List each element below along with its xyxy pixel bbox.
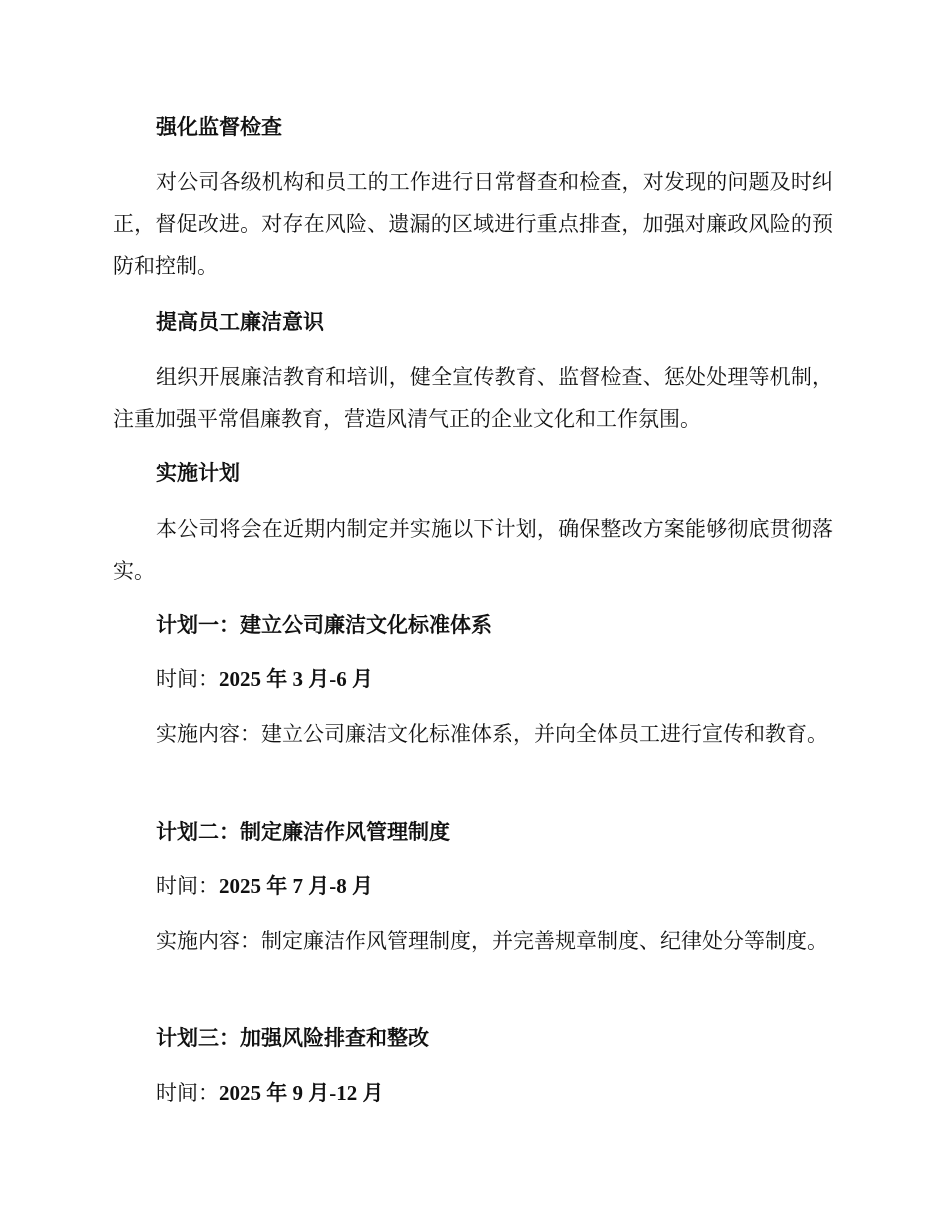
plan-3-title: 计划三：加强风险排查和整改 [156,1025,429,1050]
plan-1-time [113,658,876,700]
plan-3-time [113,1072,876,1114]
plan-2-title: 计划二：制定廉洁作风管理制度 [156,819,450,844]
paragraph-supervision: 对公司各级机构和员工的工作进行日常督查和检查，对发现的问题及时纠正，督促改进。对存在风险、遗漏的区域进行重点排查，加强对廉政风险的预防和控制。 [113,170,833,278]
plan-1-time-label: 时间： [156,667,219,691]
paragraph-implementation-plan: 本公司将会在近期内制定并实施以下计划，确保整改方案能够彻底贯彻落实。 [113,517,833,583]
plan-1-title: 计划一：建立公司廉洁文化标准体系 [156,612,492,637]
plan-2-time-value: 2025 年 7 月-8 月 [219,874,373,898]
plan-2-time-label: 时间： [156,874,219,898]
plan-1-content: 实施内容：建立公司廉洁文化标准体系，并向全体员工进行宣传和教育。 [156,722,828,746]
plan-2-time [113,865,876,907]
plan-2-content: 实施内容：制定廉洁作风管理制度，并完善规章制度、纪律处分等制度。 [156,929,828,953]
plan-3-time-value: 2025 年 9 月-12 月 [219,1081,384,1105]
plan-1-time-value: 2025 年 3 月-6 月 [219,667,373,691]
paragraph-integrity-awareness: 组织开展廉洁教育和培训，健全宣传教育、监督检查、惩处处理等机制，注重加强平常倡廉教育，营造风清气正的企业文化和工作氛围。 [113,365,833,431]
section-heading-supervision: 强化监督检查 [156,114,282,139]
plan-3-time-label: 时间： [156,1081,219,1105]
section-heading-implementation-plan: 实施计划 [156,460,240,485]
section-heading-integrity-awareness: 提高员工廉洁意识 [156,309,324,334]
